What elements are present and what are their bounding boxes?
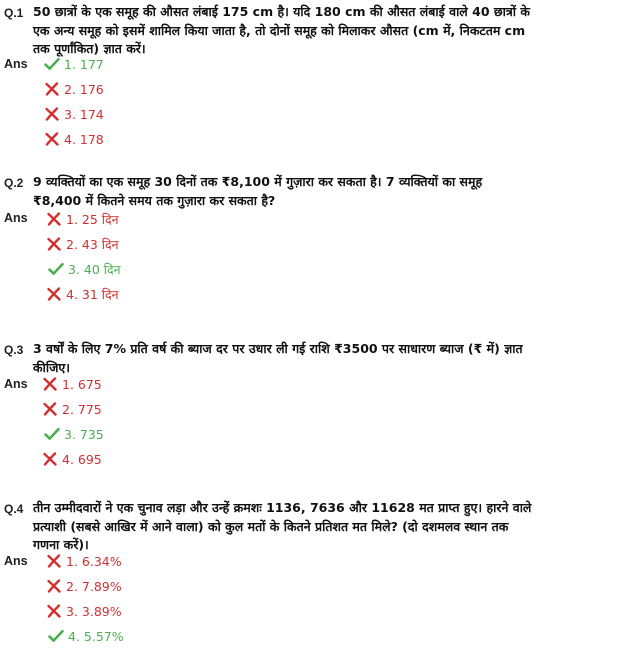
option-4[interactable] — [46, 284, 119, 304]
option-4[interactable] — [42, 449, 102, 469]
question-number: Q.4 — [4, 502, 24, 516]
cross-icon — [46, 211, 66, 227]
cross-icon — [46, 286, 66, 302]
option-label: 1. 177 — [64, 56, 104, 72]
answer-label: Ans — [4, 554, 28, 568]
option-2[interactable] — [42, 399, 102, 419]
cross-icon — [42, 401, 62, 417]
option-3[interactable] — [48, 259, 121, 279]
cross-icon — [42, 376, 62, 392]
option-3[interactable] — [46, 601, 122, 621]
option-label: 2. 775 — [62, 401, 102, 417]
option-4[interactable] — [44, 129, 104, 149]
option-1[interactable] — [44, 54, 104, 74]
option-label: 2. 176 — [64, 81, 104, 97]
cross-icon — [46, 578, 66, 594]
option-1[interactable] — [46, 209, 119, 229]
check-icon — [48, 261, 68, 277]
cross-icon — [44, 81, 64, 97]
option-2[interactable] — [44, 79, 104, 99]
option-label: 4. 695 — [62, 451, 102, 467]
check-icon — [44, 426, 64, 442]
check-icon — [48, 628, 68, 644]
answer-label: Ans — [4, 377, 28, 391]
option-label: 3. 174 — [64, 106, 104, 122]
option-label: 3. 40 दिन — [68, 261, 121, 277]
cross-icon — [44, 106, 64, 122]
option-2[interactable] — [46, 234, 119, 254]
check-icon — [44, 56, 64, 72]
option-3[interactable] — [44, 104, 104, 124]
option-1[interactable] — [46, 551, 122, 571]
option-label: 4. 5.57% — [68, 628, 124, 644]
cross-icon — [46, 553, 66, 569]
option-label: 4. 31 दिन — [66, 286, 119, 302]
cross-icon — [46, 236, 66, 252]
question-number: Q.2 — [4, 176, 24, 190]
answer-label: Ans — [4, 57, 28, 71]
cross-icon — [42, 451, 62, 467]
option-label: 3. 735 — [64, 426, 104, 442]
option-3[interactable] — [44, 424, 104, 444]
option-label: 1. 675 — [62, 376, 102, 392]
question-number: Q.3 — [4, 343, 24, 357]
option-label: 2. 7.89% — [66, 578, 122, 594]
cross-icon — [46, 603, 66, 619]
option-label: 2. 43 दिन — [66, 236, 119, 252]
question-text: तीन उम्मीदवारों ने एक चुनाव लड़ा और उन्हें क्रमशः 1136, 7636 और 11628 मत प्राप्त हुए। हारने वाले प्रत्याशी (सबसे आखिर में आने वाला) को कुल मतों के कितने प्रतिशत मत मिले? (दो दशमलव स्थान तक गणना करें)। — [33, 500, 532, 552]
question-text: 9 व्यक्तियों का एक समूह 30 दिनों तक ₹8,100 में गुज़ारा कर सकता है। 7 व्यक्तियों का समूह ₹8,400 में कितने समय तक गुज़ारा कर सकता है? — [33, 174, 483, 208]
option-label: 1. 6.34% — [66, 553, 122, 569]
option-1[interactable] — [42, 374, 102, 394]
question-text: 3 वर्षों के लिए 7% प्रति वर्ष की ब्याज दर पर उधार ली गई राशि ₹3500 पर साधारण ब्याज (₹ में) ज्ञात कीजिए। — [33, 341, 523, 375]
answer-label: Ans — [4, 211, 28, 225]
option-2[interactable] — [46, 576, 122, 596]
question-number: Q.1 — [4, 6, 24, 20]
option-label: 4. 178 — [64, 131, 104, 147]
cross-icon — [44, 131, 64, 147]
option-label: 3. 3.89% — [66, 603, 122, 619]
option-label: 1. 25 दिन — [66, 211, 119, 227]
option-4[interactable] — [48, 626, 124, 646]
question-text: 50 छात्रों के एक समूह की औसत लंबाई 175 cm है। यदि 180 cm की औसत लंबाई वाले 40 छात्रों के एक अन्य समूह को इसमें शामिल किया जाता है, तो दोनों समूह को मिलाकर औसत (cm में, निकटतम cm तक पूर्णांकित) ज्ञात करें। — [33, 4, 530, 56]
